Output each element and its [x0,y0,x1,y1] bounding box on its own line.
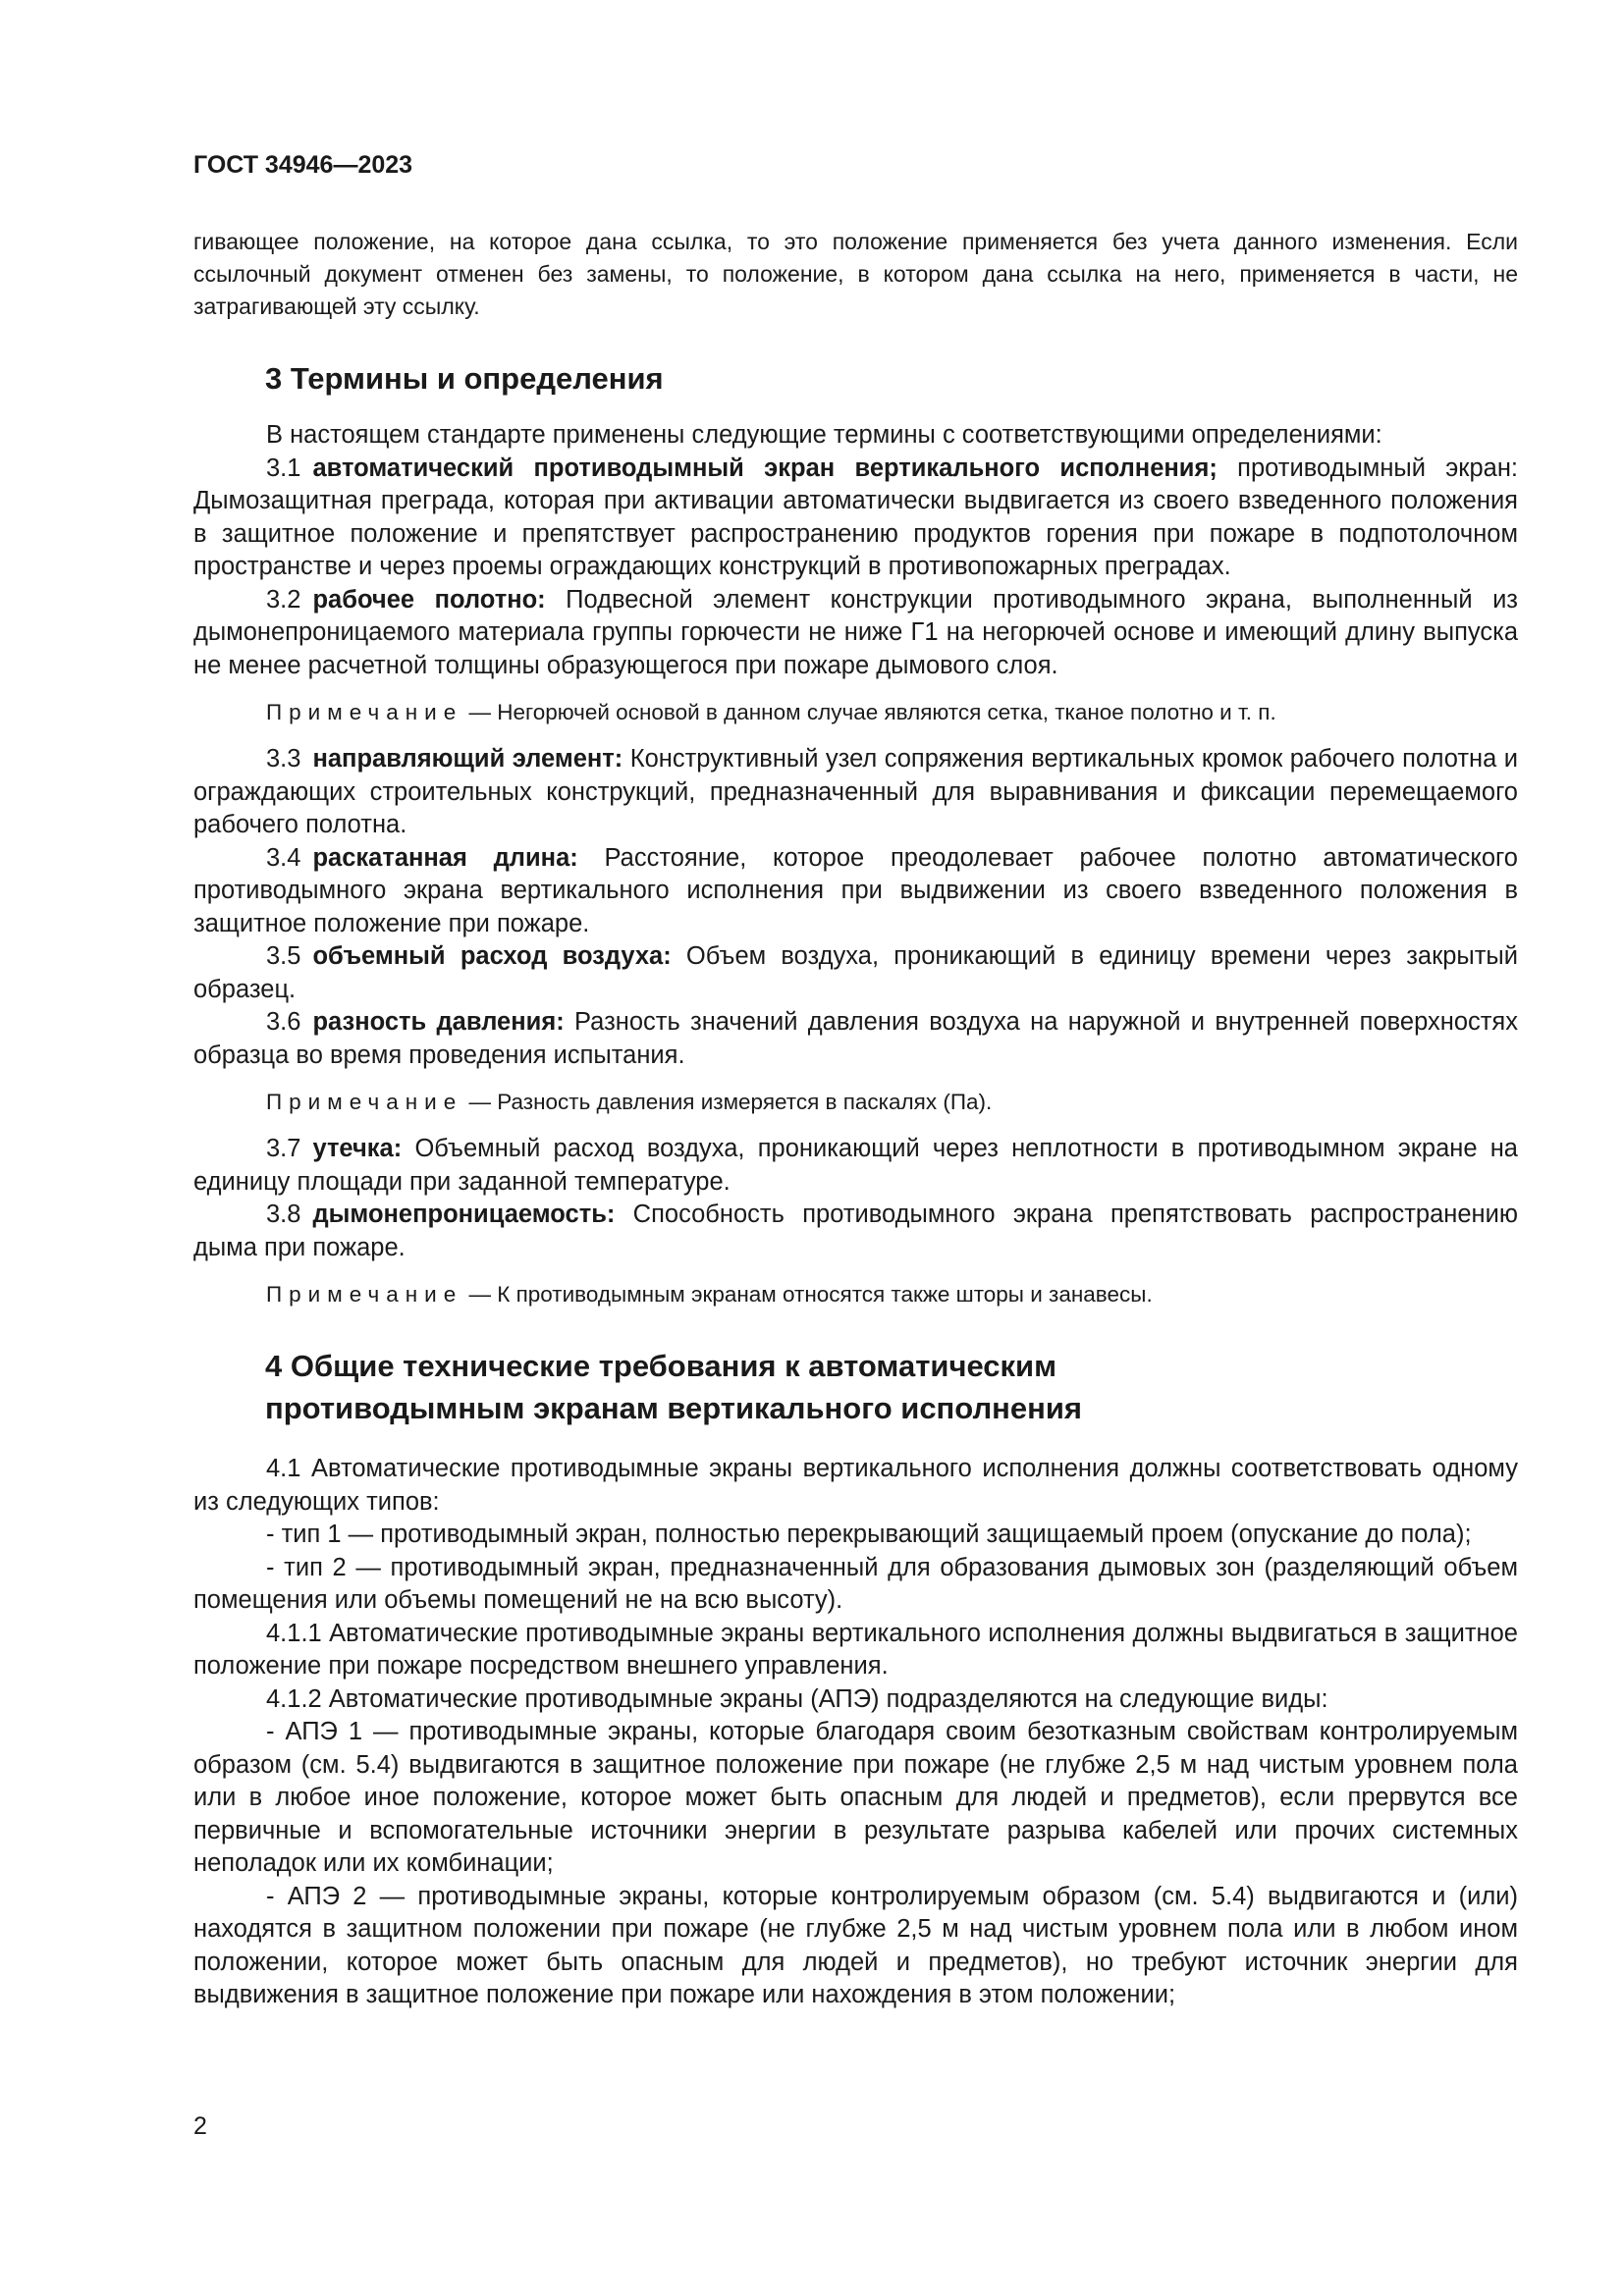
intro-paragraph: гивающее положение, на которое дана ссылка, то это положение применяется без учета данного изменения. Если ссылочный документ отменен без замены, то положение, в котором дана ссылка на него, применяется в части, не затрагивающей эту ссылку. [193,229,1518,319]
note-label: Примечание [266,1282,463,1307]
term-3-6 [193,1006,1518,1072]
note-1 [266,698,1518,727]
clause-4-1: 4.1 Автоматические противодымные экраны вертикального исполнения должны соответствовать одному из следующих типов: [193,1455,1518,1516]
term-number: 3.3 [266,745,301,773]
section-4-heading-line-1: 4 Общие технические требования к автоматическим [265,1349,1057,1383]
clause-4-1-1: 4.1.1 Автоматические противодымные экраны вертикального исполнения должны выдвигаться в защитное положение при пожаре посредством внешнего управления. [193,1619,1518,1680]
note-2 [266,1088,1518,1117]
term-name: утечка: [312,1135,403,1162]
note-3 [266,1280,1518,1309]
section-3-heading: 3 Термины и определения [265,361,664,396]
clause-4-1-2: 4.1.2 Автоматические противодымные экраны (АПЭ) подразделяются на следующие виды: [266,1684,1328,1713]
section-4-heading-line-2: противодымным экранам вертикального исполнения [265,1391,1082,1425]
term-3-3 [193,743,1518,842]
term-definition: Способность противодымного экрана препятствовать распространению дыма при пожаре. [193,1201,1518,1261]
note-text: — Разность давления измеряется в паскалях (Па). [462,1090,993,1114]
term-number: 3.6 [266,1008,301,1036]
term-number: 3.8 [266,1201,301,1228]
term-3-1 [193,453,1518,584]
note-label: Примечание [266,700,463,724]
term-name: дымонепроницаемость: [312,1201,616,1228]
note-text: — К противодымным экранам относятся также шторы и занавесы. [462,1282,1153,1307]
list-item-ape-2: - АПЭ 2 — противодымные экраны, которые контролируемым образом (см. 5.4) выдвигаются и (или) находятся в защитном положении при пожаре (не глубже 2,5 м над чистым уровнем пола или в любом ином положении, которое может быть опасным для людей и предметов), но требуют источник энергии для выдвижения в защитное положение при пожаре или нахождения в этом положении; [193,1882,1518,2008]
term-3-2 [193,584,1518,683]
term-3-7 [193,1133,1518,1199]
term-definition: Подвесной элемент конструкции противодымного экрана, выполненный из дымонепроницаемого материала группы горючести не ниже Г1 на негорючей основе и имеющий длину выпуска не менее расчетной толщины образующегося при пожаре дымового слоя. [193,585,1518,679]
term-3-4 [193,842,1518,941]
note-text: — Негорючей основой в данном случае являются сетка, тканое полотно и т. п. [462,700,1276,724]
note-label: Примечание [266,1090,463,1114]
term-number: 3.4 [266,843,301,872]
section-4-heading [265,1345,1518,1429]
term-definition: Расстояние, которое преодолевает рабочее полотно автоматического противодымного экрана вертикального исполнения при выдвижении из своего взведенного положения в защитное положение при пожаре. [193,843,1518,937]
page-number: 2 [193,2112,207,2140]
section-3-lead: В настоящем стандарте применены следующие термины с соответствующими определениями: [266,421,1382,449]
term-number: 3.1 [266,454,301,482]
term-3-5 [193,940,1518,1006]
term-number: 3.5 [266,942,301,970]
list-item-ape-1: - АПЭ 1 — противодымные экраны, которые благодаря своим безотказным свойствам контролируемым образом (см. 5.4) выдвигаются в защитное положение при пожаре (не глубже 2,5 м над чистым уровнем пола или в любое иное положение, которое может быть опасным для людей и предметов), если прервутся все первичные и вспомогательные источники энергии в результате разрыва кабелей или прочих системных неполадок или их комбинации; [193,1718,1518,1877]
term-name: объемный расход воздуха: [312,942,672,970]
term-name: рабочее полотно: [312,585,546,614]
list-item-type-2: - тип 2 — противодымный экран, предназначенный для образования дымовых зон (разделяющий объем помещения или объемы помещений не на всю высоту). [193,1553,1518,1614]
term-name: автоматический противодымный экран вертикального исполнения; [312,454,1218,482]
term-definition: Разность значений давления воздуха на наружной и внутренней поверхностях образца во время проведения испытания. [193,1008,1518,1069]
term-definition: Объемный расход воздуха, проникающий через неплотности в противодымном экране на единицу площади при заданной температуре. [193,1135,1518,1196]
term-3-8 [193,1199,1518,1264]
term-definition: Объем воздуха, проникающий в единицу времени через закрытый образец. [193,942,1518,1003]
term-definition: Конструктивный узел сопряжения вертикальных кромок рабочего полотна и ограждающих строительных конструкций, предназначенный для выравнивания и фиксации перемещаемого рабочего полотна. [193,745,1518,838]
page-content [193,226,1518,2012]
term-name: раскатанная длина: [312,843,578,872]
term-number: 3.2 [266,585,301,614]
list-item-type-1: - тип 1 — противодымный экран, полностью перекрывающий защищаемый проем (опускание до пола); [266,1521,1472,1548]
document-header: ГОСТ 34946—2023 [193,151,413,179]
term-name: направляющий элемент: [312,745,623,773]
term-number: 3.7 [266,1135,301,1162]
term-name: разность давления: [312,1008,565,1036]
term-definition: противодымный экран: Дымозащитная преграда, которая при активации автоматически выдвигается из своего взведенного положения в защитное положение и препятствует распространению продуктов горения при пожаре в подпотолочном пространстве и через проемы ограждающих конструкций в противопожарных преградах. [193,454,1518,580]
